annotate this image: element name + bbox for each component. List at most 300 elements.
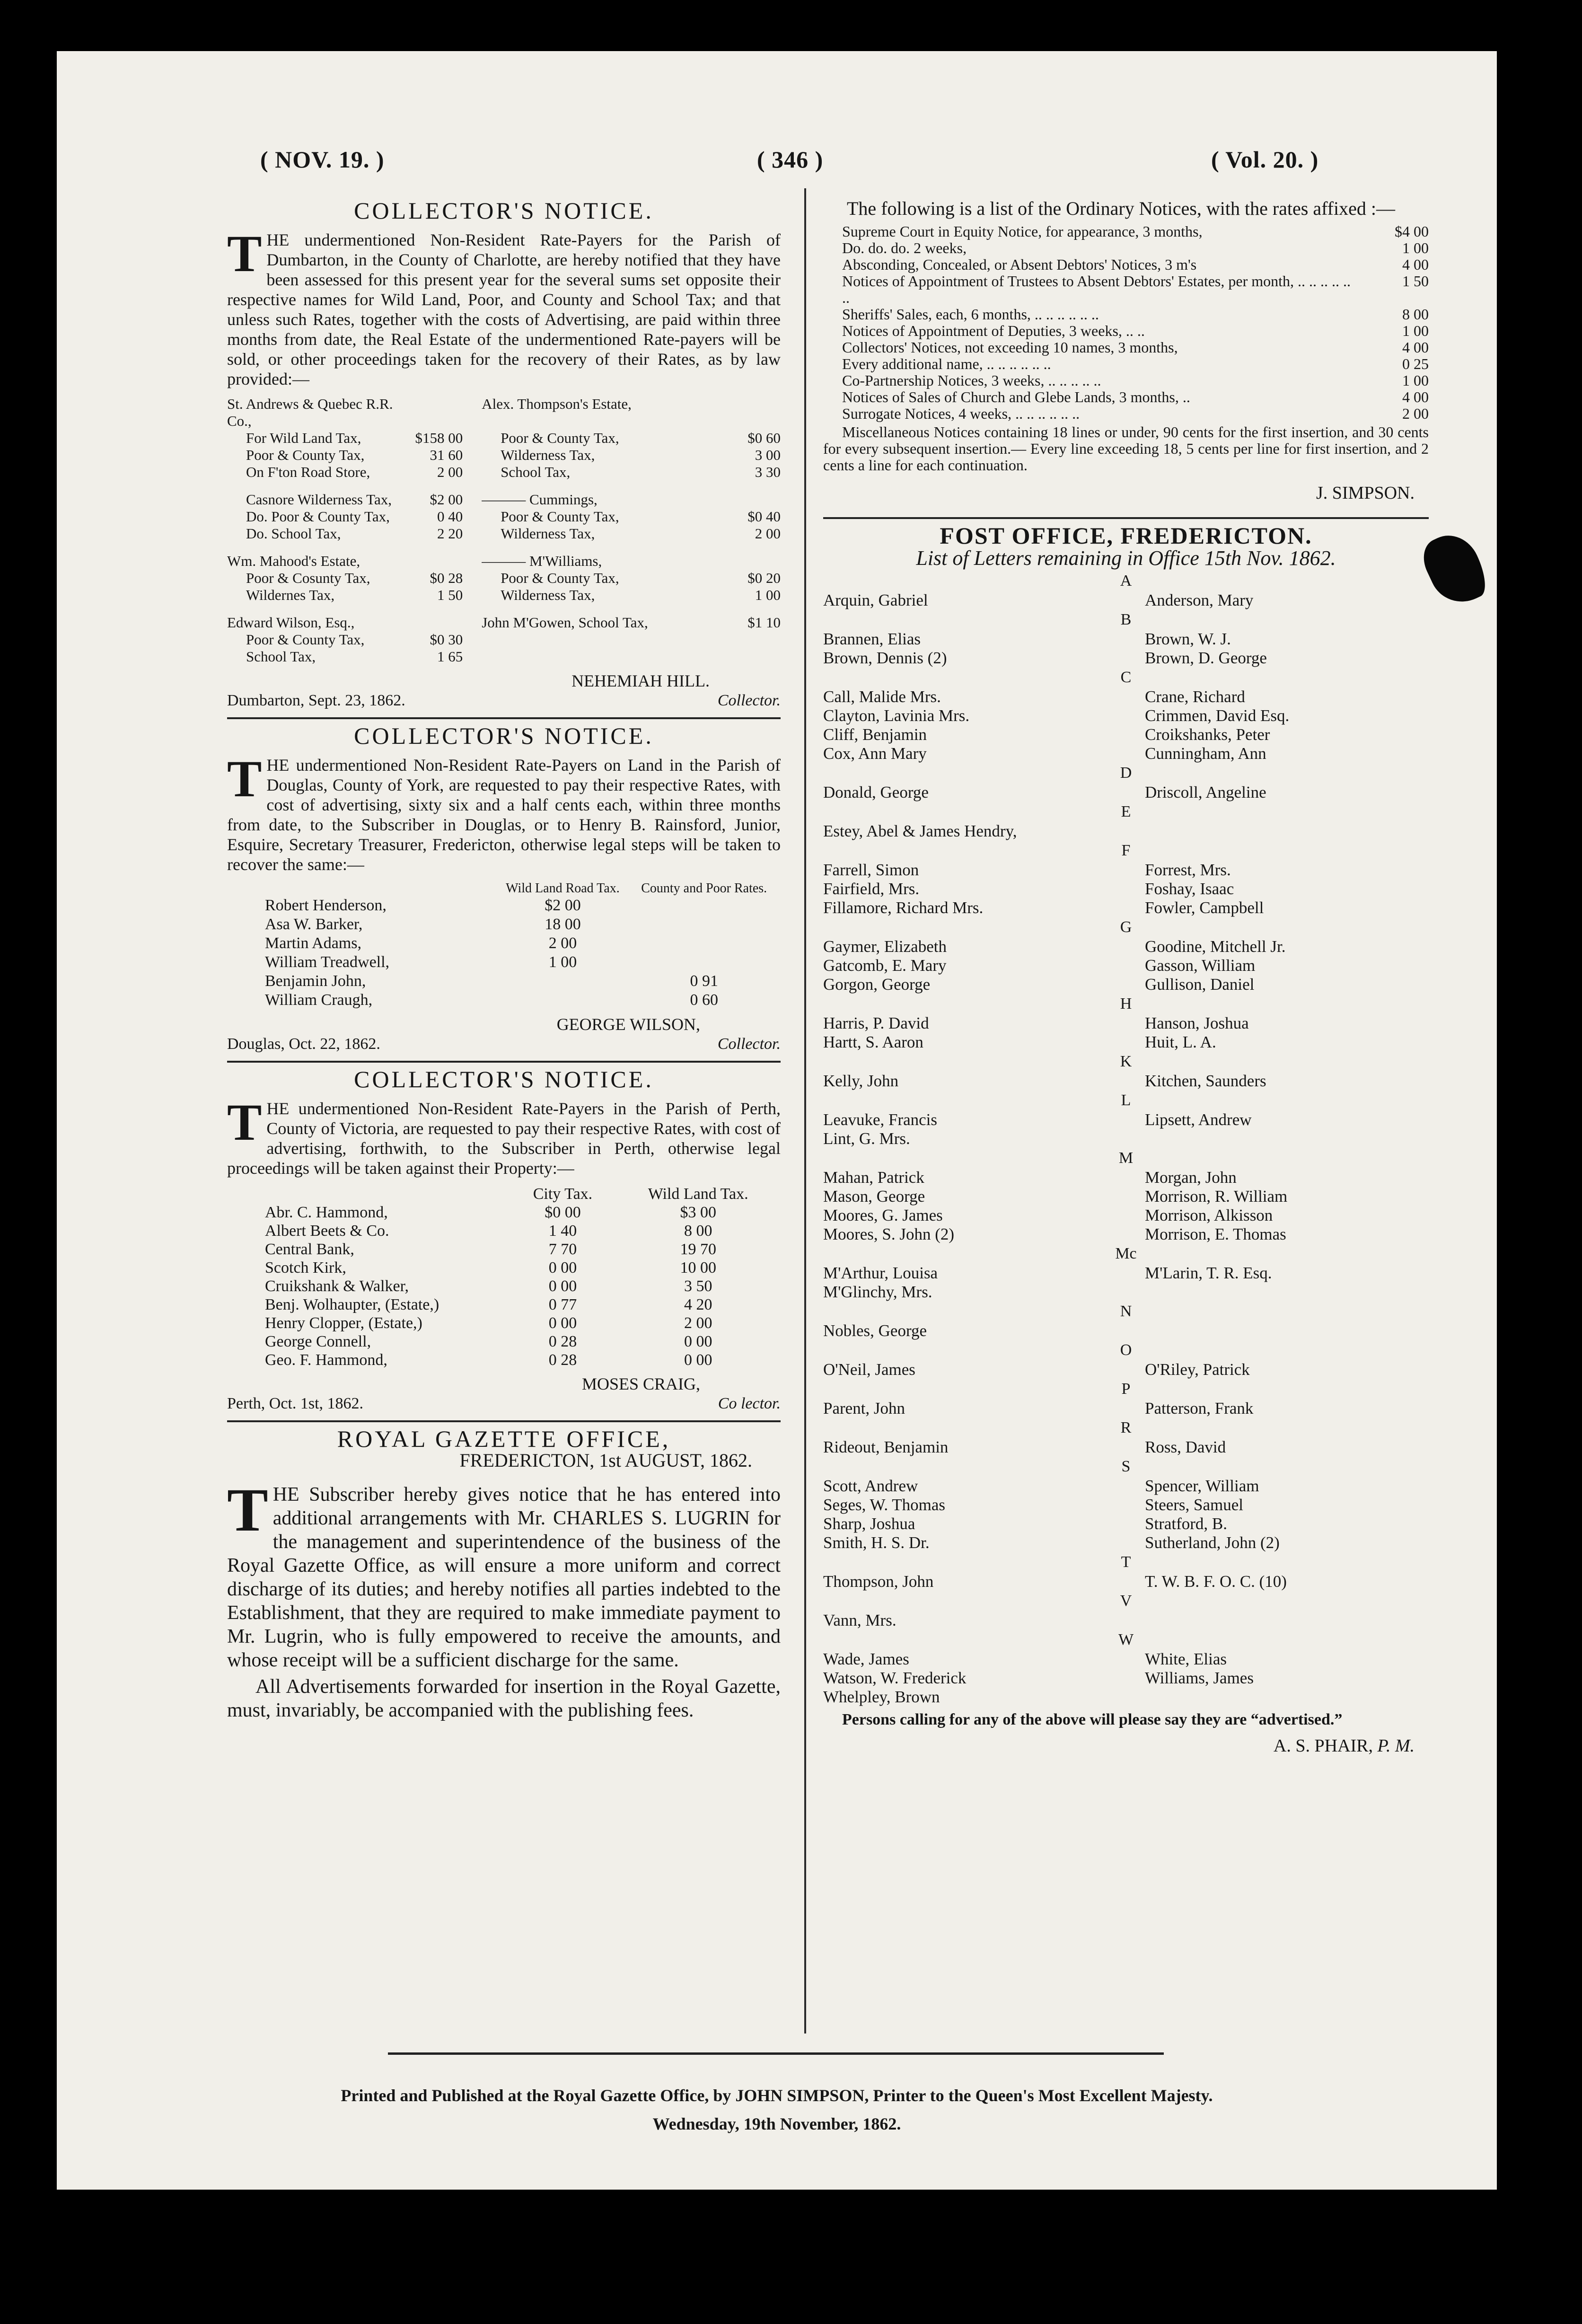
notice-title: COLLECTOR'S NOTICE.	[354, 1066, 654, 1092]
douglas-table	[227, 881, 781, 1010]
alphabet-heading: M	[1118, 1149, 1134, 1167]
letters-group	[823, 1399, 1429, 1418]
letter-recipient: Hanson, Joshua	[1145, 1014, 1249, 1032]
letter-recipient: Patterson, Frank	[1145, 1399, 1254, 1417]
letter-recipient: Wade, James	[823, 1650, 909, 1668]
table-row	[227, 972, 781, 991]
table-cell: Wm. Mahood's Estate,	[227, 553, 360, 569]
table-cell: On F'ton Road Store,	[246, 464, 370, 480]
letter-recipient: M'Arthur, Louisa	[823, 1264, 938, 1282]
table-cell: Edward Wilson, Esq.,	[227, 614, 355, 631]
alphabet-heading: C	[1120, 669, 1132, 686]
table-cell: Wilderness Tax,	[501, 525, 595, 542]
table-cell: Collectors' Notices, not exceeding 10 names, 3 months,	[842, 339, 1178, 356]
column-header: Wild Land Tax.	[648, 1185, 748, 1203]
notice-title: COLLECTOR'S NOTICE.	[354, 197, 654, 224]
list-item	[823, 1283, 1429, 1302]
table-cell	[703, 553, 781, 570]
letter-recipient: Harris, P. David	[823, 1014, 929, 1032]
table-row	[823, 389, 1429, 405]
letters-group	[823, 1321, 1429, 1340]
letters-group	[823, 1572, 1429, 1591]
alphabet-heading: E	[1121, 803, 1131, 820]
table-row	[227, 953, 781, 972]
table-cell	[482, 481, 703, 491]
table-cell: Cruikshank & Walker,	[265, 1277, 409, 1295]
header-volume: ( Vol. 20. )	[1211, 146, 1319, 173]
table-row	[227, 481, 781, 491]
divider-rule	[823, 517, 1429, 519]
table-cell: ——— M'Williams,	[482, 553, 602, 569]
table-row	[227, 542, 781, 553]
table-cell: 2 00	[1402, 405, 1429, 422]
letter-recipient: Gaymer, Elizabeth	[823, 937, 947, 956]
letters-group	[823, 937, 1429, 994]
table-cell	[227, 542, 410, 553]
letter-recipient: Lint, G. Mrs.	[823, 1129, 910, 1148]
letter-recipient: M'Glinchy, Mrs.	[823, 1283, 932, 1301]
list-item	[823, 1014, 1429, 1033]
letter-recipient: Arquin, Gabriel	[823, 591, 928, 609]
table-cell: Sheriffs' Sales, each, 6 months, .. .. .. .. .. ..	[842, 306, 1099, 323]
table-row	[227, 1351, 781, 1369]
letter-recipient: Gullison, Daniel	[1145, 975, 1255, 994]
signer-role: Collector.	[717, 692, 781, 709]
table-cell: School Tax,	[501, 464, 571, 480]
notice-text: HE undermentioned Non-Resident Rate-Payers on Land in the Parish of Douglas, County of York, are requested to pay their respective Rates, with cost of advertising, sixty six and a half cents each, within three months from date, to the Subscriber in Douglas, or to Henry B. Rainsford, Junior, Esquire, Secretary Treasurer, Fredericton, otherwise legal steps will be taken to recover the same:—	[227, 756, 781, 874]
letter-recipient: Sutherland, John (2)	[1145, 1533, 1280, 1552]
drop-cap: T	[227, 750, 262, 808]
table-cell: William Treadwell,	[265, 953, 390, 971]
list-item	[823, 649, 1429, 668]
table-cell: Wilderness Tax,	[501, 447, 595, 463]
table-cell: Wilderness Tax,	[501, 587, 595, 603]
table-cell: 1 00	[755, 587, 781, 603]
notice-title: ROYAL GAZETTE OFFICE,	[337, 1426, 671, 1452]
table-cell: 2 00	[755, 525, 781, 542]
table-cell: Absconding, Concealed, or Absent Debtors' Notices, 3 m's	[842, 256, 1197, 273]
list-item	[823, 725, 1429, 744]
table-cell: St. Andrews & Quebec R.R. Co.,	[227, 396, 393, 429]
letter-recipient: Goodine, Mitchell Jr.	[1145, 937, 1286, 956]
table-cell: $0 60	[747, 430, 781, 446]
right-column	[823, 198, 1429, 1756]
signature: J. SIMPSON.	[1316, 483, 1415, 503]
table-cell: Benj. Wolhaupter, (Estate,)	[265, 1296, 439, 1313]
letter-recipient: Seges, W. Thomas	[823, 1496, 945, 1514]
table-cell: $0 00	[545, 1204, 581, 1221]
signature: A. S. PHAIR,	[1273, 1736, 1373, 1756]
letter-recipient	[1126, 1129, 1429, 1148]
table-cell: 0 28	[548, 1351, 577, 1369]
letter-recipient: Driscoll, Angeline	[1145, 783, 1266, 801]
table-cell: $1 10	[747, 614, 781, 631]
table-cell: $0 20	[747, 570, 781, 586]
dumbarton-notice	[227, 197, 781, 719]
letter-recipient: Gatcomb, E. Mary	[823, 956, 947, 975]
letters-group	[823, 822, 1429, 841]
column-header: County and Poor Rates.	[641, 881, 767, 896]
signature-line	[823, 1736, 1429, 1756]
letter-recipient: Mason, George	[823, 1187, 925, 1206]
list-item	[823, 937, 1429, 956]
table-cell	[410, 614, 482, 631]
table-row	[227, 648, 781, 665]
divider-rule	[227, 717, 781, 719]
table-cell	[703, 604, 781, 614]
table-cell: 2 00	[684, 1314, 712, 1332]
notice-subtitle: List of Letters remaining in Office 15th Nov. 1862.	[916, 546, 1336, 570]
douglas-notice	[227, 722, 781, 1063]
notice-title: COLLECTOR'S NOTICE.	[354, 722, 654, 749]
letter-recipient: Fowler, Campbell	[1145, 898, 1264, 917]
list-item	[823, 975, 1429, 994]
table-row	[227, 1295, 781, 1314]
list-item	[823, 1033, 1429, 1052]
table-cell: 1 40	[548, 1222, 577, 1240]
table-cell: 0 00	[548, 1259, 577, 1276]
letters-group	[823, 1072, 1429, 1091]
table-row	[823, 306, 1429, 323]
table-cell: 0 60	[690, 991, 718, 1009]
footer-rule	[388, 2052, 1164, 2055]
signature: NEHEMIAH HILL.	[571, 671, 710, 690]
list-item	[823, 1225, 1429, 1244]
table-cell	[482, 631, 703, 648]
table-cell	[482, 542, 703, 553]
letter-recipient: Leavuke, Francis	[823, 1110, 938, 1129]
divider-rule	[227, 1420, 781, 1422]
letter-recipient: Moores, S. John (2)	[823, 1225, 955, 1243]
alphabet-heading: T	[1121, 1553, 1131, 1571]
table-row	[227, 1222, 781, 1240]
table-cell: 3 50	[684, 1277, 712, 1295]
table-cell: $0 30	[430, 631, 463, 648]
letter-recipient: Morrison, E. Thomas	[1145, 1225, 1286, 1243]
letter-recipient: Stratford, B.	[1145, 1514, 1228, 1533]
letters-group	[823, 1168, 1429, 1244]
table-cell	[410, 604, 482, 614]
table-cell	[482, 604, 703, 614]
table-cell: Casnore Wilderness Tax,	[246, 491, 392, 508]
letters-group	[823, 1650, 1429, 1707]
table-cell: 3 30	[755, 464, 781, 480]
table-cell	[703, 491, 781, 508]
letter-recipient: Vann, Mrs.	[823, 1611, 896, 1629]
list-item	[823, 880, 1429, 898]
rates-intro: The following is a list of the Ordinary Notices, with the rates affixed :—	[847, 198, 1395, 219]
letter-recipient: Smith, H. S. Dr.	[823, 1533, 930, 1552]
letters-group	[823, 687, 1429, 763]
alphabet-heading: G	[1120, 918, 1132, 936]
alphabet-heading: W	[1118, 1631, 1134, 1648]
list-item	[823, 1321, 1429, 1340]
letter-recipient: T. W. B. F. O. C. (10)	[1145, 1572, 1287, 1591]
table-cell: 8 00	[1402, 306, 1429, 323]
table-cell: Poor & County Tax,	[246, 447, 365, 463]
letter-recipient: Farrell, Simon	[823, 861, 919, 879]
table-cell: 1 00	[1402, 372, 1429, 389]
table-cell: Notices of Appointment of Deputies, 3 weeks, .. ..	[842, 322, 1145, 339]
signature: MOSES CRAIG,	[581, 1374, 700, 1393]
table-row	[823, 405, 1429, 422]
table-cell: 0 00	[548, 1314, 577, 1332]
table-row	[227, 430, 781, 447]
letter-recipient: Watson, W. Frederick	[823, 1669, 967, 1687]
table-cell	[498, 972, 628, 991]
list-item	[823, 1477, 1429, 1496]
list-item	[823, 822, 1429, 841]
table-cell: $2 00	[430, 491, 463, 508]
list-item	[823, 1206, 1429, 1225]
table-cell	[410, 481, 482, 491]
list-item	[823, 956, 1429, 975]
list-item	[823, 1399, 1429, 1418]
table-cell	[627, 953, 781, 972]
table-cell: 1 50	[1402, 273, 1429, 290]
table-cell: George Connell,	[265, 1333, 371, 1350]
table-row	[227, 1240, 781, 1259]
imprint-line: Printed and Published at the Royal Gazette Office, by JOHN SIMPSON, Printer to the Queen's Most Excellent Majesty.	[341, 2086, 1213, 2105]
table-cell	[482, 648, 703, 665]
letter-recipient: Lipsett, Andrew	[1145, 1110, 1252, 1129]
table-row	[227, 1314, 781, 1332]
header-date: ( NOV. 19. )	[260, 146, 385, 173]
letter-recipient: Scott, Andrew	[823, 1477, 918, 1495]
table-row	[823, 372, 1429, 389]
table-cell	[227, 604, 410, 614]
alphabet-heading: V	[1120, 1592, 1132, 1610]
letters-group	[823, 1014, 1429, 1052]
table-cell: Asa W. Barker,	[265, 916, 363, 933]
table-cell	[410, 553, 482, 570]
table-cell	[227, 481, 410, 491]
table-cell: Geo. F. Hammond,	[265, 1351, 387, 1369]
letter-recipient: Morrison, Alkisson	[1145, 1206, 1273, 1224]
list-item	[823, 1072, 1429, 1091]
table-cell: $3 00	[680, 1204, 716, 1221]
letter-recipient: Estey, Abel & James Hendry,	[823, 822, 1017, 840]
gazette-notice	[227, 1426, 781, 1722]
rates-notice	[823, 198, 1429, 519]
divider-rule	[227, 1061, 781, 1063]
list-item	[823, 630, 1429, 649]
table-cell: 1 00	[548, 953, 577, 971]
table-row	[227, 553, 781, 570]
table-cell: 8 00	[684, 1222, 712, 1240]
alphabet-heading: O	[1120, 1341, 1132, 1359]
signer-role: Co lector.	[718, 1395, 781, 1412]
table-cell	[410, 542, 482, 553]
table-row	[227, 934, 781, 953]
letter-recipient: Hartt, S. Aaron	[823, 1033, 923, 1051]
table-cell	[627, 915, 781, 934]
letter-recipient: Ross, David	[1145, 1438, 1226, 1456]
table-row	[227, 587, 781, 604]
letters-group	[823, 1438, 1429, 1457]
table-row	[227, 604, 781, 614]
table-cell: 2 20	[437, 525, 463, 542]
table-cell: 0 28	[548, 1333, 577, 1350]
signer-role: Collector.	[717, 1035, 781, 1053]
table-cell: Scotch Kirk,	[265, 1259, 346, 1276]
list-item	[823, 1496, 1429, 1514]
table-cell: Benjamin John,	[265, 972, 366, 990]
letter-recipient: O'Riley, Patrick	[1145, 1360, 1250, 1379]
letter-recipient: Clayton, Lavinia Mrs.	[823, 706, 970, 725]
list-item	[823, 1168, 1429, 1187]
table-cell: Abr. C. Hammond,	[265, 1204, 388, 1221]
table-cell: 0 00	[684, 1351, 712, 1369]
table-cell: 0 00	[548, 1277, 577, 1295]
table-cell: Do. Poor & County Tax,	[246, 508, 390, 525]
table-cell: 2 00	[437, 464, 463, 480]
table-row	[823, 323, 1429, 339]
perth-table	[227, 1185, 781, 1369]
table-row	[823, 223, 1429, 240]
table-cell: For Wild Land Tax,	[246, 430, 361, 446]
list-item	[823, 1688, 1429, 1707]
notice-text: HE Subscriber hereby gives notice that he has entered into additional arrangements with Mr. CHARLES S. LUGRIN for the management and superintendence of the business of the Royal Gazette Office, as will ensure a more uniform and correct discharge of its duties; and hereby notifies all parties indebted to the Establishment, that they are required to make immediate payment to Mr. Lugrin, who is fully empowered to receive the amounts, and whose receipt will be a sufficient discharge for the same.	[227, 1484, 781, 1671]
column-divider	[804, 188, 806, 2034]
table-row	[227, 508, 781, 525]
table-row	[227, 525, 781, 542]
place-date: Dumbarton, Sept. 23, 1862.	[227, 692, 405, 709]
table-cell: Albert Beets & Co.	[265, 1222, 389, 1240]
left-column	[227, 198, 781, 1722]
notice-title: FOST OFFICE, FREDERICTON.	[940, 522, 1312, 549]
letters-group	[823, 630, 1429, 668]
letter-recipient: Morgan, John	[1145, 1168, 1237, 1187]
table-row	[227, 614, 781, 631]
letter-recipient: Gasson, William	[1145, 956, 1256, 975]
letter-recipient: Sharp, Joshua	[823, 1514, 915, 1533]
table-cell: ——— Cummings,	[482, 491, 598, 508]
letter-recipient: Fairfield, Mrs.	[823, 880, 920, 898]
letter-recipient: Brown, W. J.	[1145, 630, 1231, 648]
table-row	[227, 1203, 781, 1222]
letter-recipient: Parent, John	[823, 1399, 905, 1417]
letter-recipient: Spencer, William	[1145, 1477, 1259, 1495]
table-cell: 4 00	[1402, 256, 1429, 273]
header-page-number: ( 346 )	[757, 146, 824, 173]
list-item	[823, 898, 1429, 917]
table-cell: 3 00	[755, 447, 781, 463]
letter-recipient: Croikshanks, Peter	[1145, 725, 1270, 744]
letters-group	[823, 861, 1429, 917]
table-cell: Alex. Thompson's Estate,	[482, 396, 632, 412]
table-row	[227, 896, 781, 915]
table-cell: $2 00	[545, 897, 581, 914]
table-row	[227, 464, 781, 481]
table-row	[227, 447, 781, 464]
table-cell: 19 70	[680, 1241, 716, 1258]
list-item	[823, 783, 1429, 802]
letter-recipient: Cliff, Benjamin	[823, 725, 927, 744]
table-cell	[627, 896, 781, 915]
letter-recipient: Brown, D. George	[1145, 649, 1267, 667]
letter-recipient: Brown, Dennis (2)	[823, 649, 947, 667]
letter-recipient: Crimmen, David Esq.	[1145, 706, 1290, 725]
table-cell: 0 77	[548, 1296, 577, 1313]
place-date: Perth, Oct. 1st, 1862.	[227, 1395, 364, 1412]
list-item	[823, 1129, 1429, 1148]
letter-recipient: Mahan, Patrick	[823, 1168, 924, 1187]
table-row	[823, 356, 1429, 372]
notice-text: HE undermentioned Non-Resident Rate-Payers in the Parish of Perth, County of Victoria, are requested to pay their respective Rates, with cost of advertising, forthwith, to the Subscriber in Perth, otherwise legal proceedings will be taken against their Property:—	[227, 1099, 781, 1178]
list-item	[823, 1110, 1429, 1129]
table-row	[227, 915, 781, 934]
letter-recipient: Williams, James	[1145, 1669, 1254, 1687]
alphabet-heading: S	[1121, 1458, 1131, 1475]
table-row	[227, 1332, 781, 1351]
letters-group	[823, 591, 1429, 610]
table-cell: Notices of Appointment of Trustees to Absent Debtors' Estates, per month, .. .. .. .. .. ..	[842, 273, 1351, 306]
table-cell	[627, 934, 781, 953]
perth-notice	[227, 1066, 781, 1422]
alphabet-heading: F	[1121, 842, 1131, 859]
letter-recipient: Kitchen, Saunders	[1145, 1072, 1266, 1090]
signature: GEORGE WILSON,	[556, 1015, 700, 1034]
letter-recipient: Steers, Samuel	[1145, 1496, 1244, 1514]
list-item	[823, 861, 1429, 880]
table-row	[227, 491, 781, 508]
table-cell: Supreme Court in Equity Notice, for appearance, 3 months,	[842, 223, 1203, 240]
table-row	[227, 570, 781, 587]
table-row	[227, 1277, 781, 1295]
list-item	[823, 1611, 1429, 1630]
table-cell: Martin Adams,	[265, 934, 361, 952]
letter-recipient: Huit, L. A.	[1145, 1033, 1216, 1051]
letters-group	[823, 1477, 1429, 1552]
column-header: Wild Land Road Tax.	[506, 881, 620, 896]
post-note: Persons calling for any of the above will please say they are “advertised.”	[842, 1711, 1343, 1728]
notice-subtitle: FREDERICTON, 1st AUGUST, 1862.	[459, 1450, 752, 1471]
notice-text: HE undermentioned Non-Resident Rate-Payers for the Parish of Dumbarton, in the County of Charlotte, are hereby notified that they have been assessed for this present year for the several sums set opposite their respective names for Wild Land, Poor, and County and School Tax; and that unless such Rates, together with the costs of Advertising, are paid within three months from date, the Real Estate of the undermentioned Rate-payers will be sold, or other proceedings taken for the recovery of their Rates, as by law provided:—	[227, 230, 781, 388]
letter-recipient: Cox, Ann Mary	[823, 744, 927, 763]
letter-recipient: Cunningham, Ann	[1145, 744, 1266, 763]
rates-table	[823, 223, 1429, 422]
notice-text-2: All Advertisements forwarded for insertion in the Royal Gazette, must, invariably, be accompanied with the publishing fees.	[227, 1676, 781, 1721]
letter-recipient: Kelly, John	[823, 1072, 899, 1090]
list-item	[823, 1669, 1429, 1688]
table-cell: Poor & County Tax,	[501, 508, 619, 525]
letter-recipient: White, Elias	[1145, 1650, 1227, 1668]
alphabet-heading: N	[1120, 1303, 1132, 1320]
table-cell	[703, 396, 781, 430]
letters-group	[823, 1611, 1429, 1630]
table-cell: 4 00	[1402, 339, 1429, 356]
table-row	[823, 339, 1429, 356]
list-item	[823, 706, 1429, 725]
table-cell: 0 40	[437, 508, 463, 525]
table-cell: 18 00	[545, 916, 581, 933]
letter-recipient: Crane, Richard	[1145, 687, 1245, 706]
table-cell: 7 70	[548, 1241, 577, 1258]
table-cell: Do. School Tax,	[246, 525, 341, 542]
table-cell	[410, 396, 482, 430]
table-cell: 4 00	[1402, 388, 1429, 405]
table-cell: Surrogate Notices, 4 weeks, .. .. .. .. .. ..	[842, 405, 1080, 422]
list-item	[823, 1187, 1429, 1206]
alphabet-heading: Mc	[1115, 1245, 1137, 1262]
letter-recipient: Morrison, R. William	[1145, 1187, 1288, 1206]
drop-cap: T	[227, 1476, 268, 1544]
letter-recipient: Whelpley, Brown	[823, 1688, 940, 1706]
table-cell	[703, 481, 781, 491]
place-date: Douglas, Oct. 22, 1862.	[227, 1035, 380, 1053]
letters-group	[823, 783, 1429, 802]
